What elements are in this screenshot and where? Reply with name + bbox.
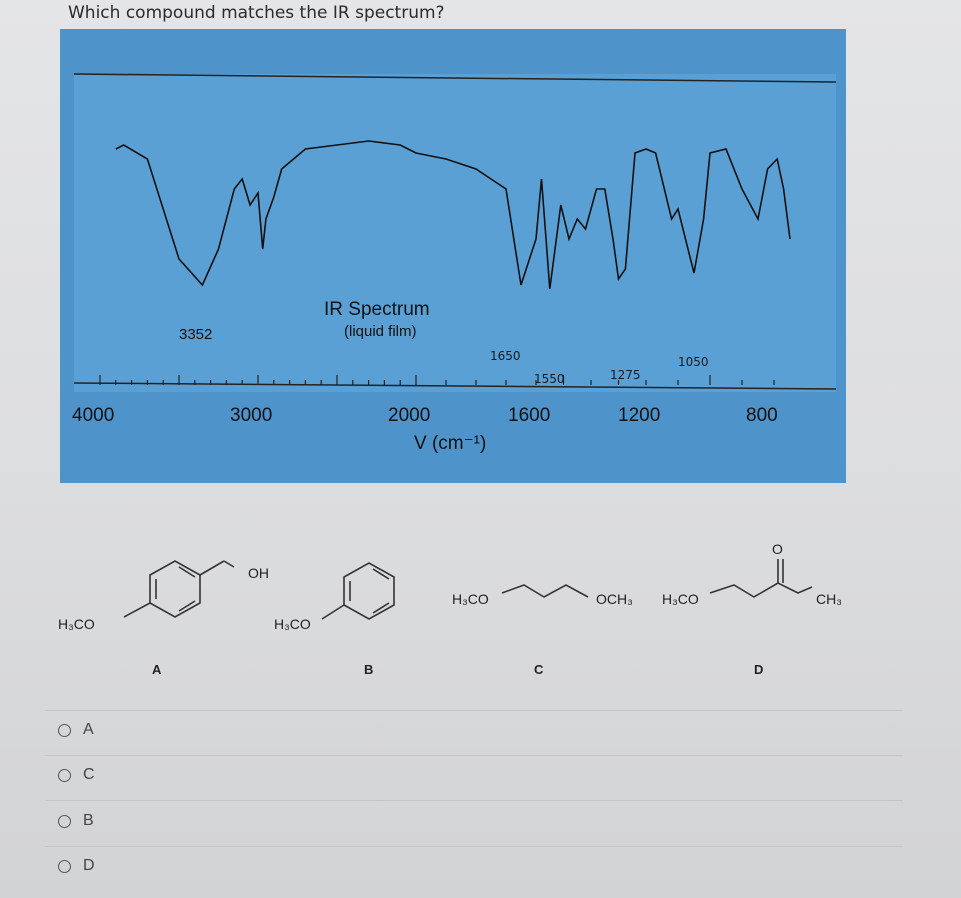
divider [45,846,903,847]
option-d[interactable] [58,853,95,879]
tick-label-4000: 4000 [72,405,115,426]
x-axis-label: V (cm⁻¹) [414,433,487,454]
option-d-label: D [83,857,95,874]
structure-c-chain [502,585,588,597]
spectrum-plot [60,29,846,483]
structure-c-h3co: H₃CO [452,591,489,607]
structure-d-ch3: CH₃ [816,591,842,607]
structure-c-och3: OCH₃ [596,591,633,607]
structure-a-label: A [152,662,162,677]
plot-area [74,74,836,392]
option-c[interactable] [58,762,95,788]
structure-a-bond [124,603,150,617]
radio-button[interactable] [58,815,71,828]
question-text: Which compound matches the IR spectrum? [68,3,445,23]
structure-b-ring [344,563,394,619]
spectrum-subtitle: (liquid film) [344,323,417,340]
tick-label-800: 800 [746,405,778,426]
divider [45,800,903,801]
option-a-label: A [83,721,94,738]
divider [45,710,903,711]
structure-choices [40,535,920,700]
structure-c-label: C [534,662,544,677]
option-a[interactable] [58,717,94,743]
option-b[interactable] [58,808,94,834]
spectrum-title: IR Spectrum [324,299,430,320]
structure-a-h3co: H₃CO [58,616,95,632]
peak-label-1550: 1550 [534,372,565,386]
peak-label-3352: 3352 [179,326,213,343]
structure-drawings [40,535,920,700]
option-c-label: C [83,766,95,783]
peak-label-1050: 1050 [678,355,709,369]
structure-d-oxygen: O [772,541,783,557]
tick-label-1600: 1600 [508,405,551,426]
structure-d-h3co: H₃CO [662,591,699,607]
tick-label-1200: 1200 [618,405,661,426]
structure-a-ring [150,561,200,617]
structure-d-chain [710,583,812,597]
structure-b-bond [322,605,344,619]
ir-spectrum-image [60,29,846,483]
structure-a-bond [200,561,224,575]
option-b-label: B [83,812,94,829]
divider [45,755,903,756]
tick-label-2000: 2000 [388,405,431,426]
peak-label-1650: 1650 [490,349,521,363]
tick-label-3000: 3000 [230,405,273,426]
radio-button[interactable] [58,724,71,737]
structure-b-h3co: H₃CO [274,616,311,632]
structure-a-oh: OH [248,565,269,581]
structure-a-bond [224,561,234,567]
structure-d-label: D [754,662,764,677]
structure-b-label: B [364,662,374,677]
radio-button[interactable] [58,860,71,873]
radio-button[interactable] [58,769,71,782]
peak-label-1275: 1275 [610,368,641,382]
